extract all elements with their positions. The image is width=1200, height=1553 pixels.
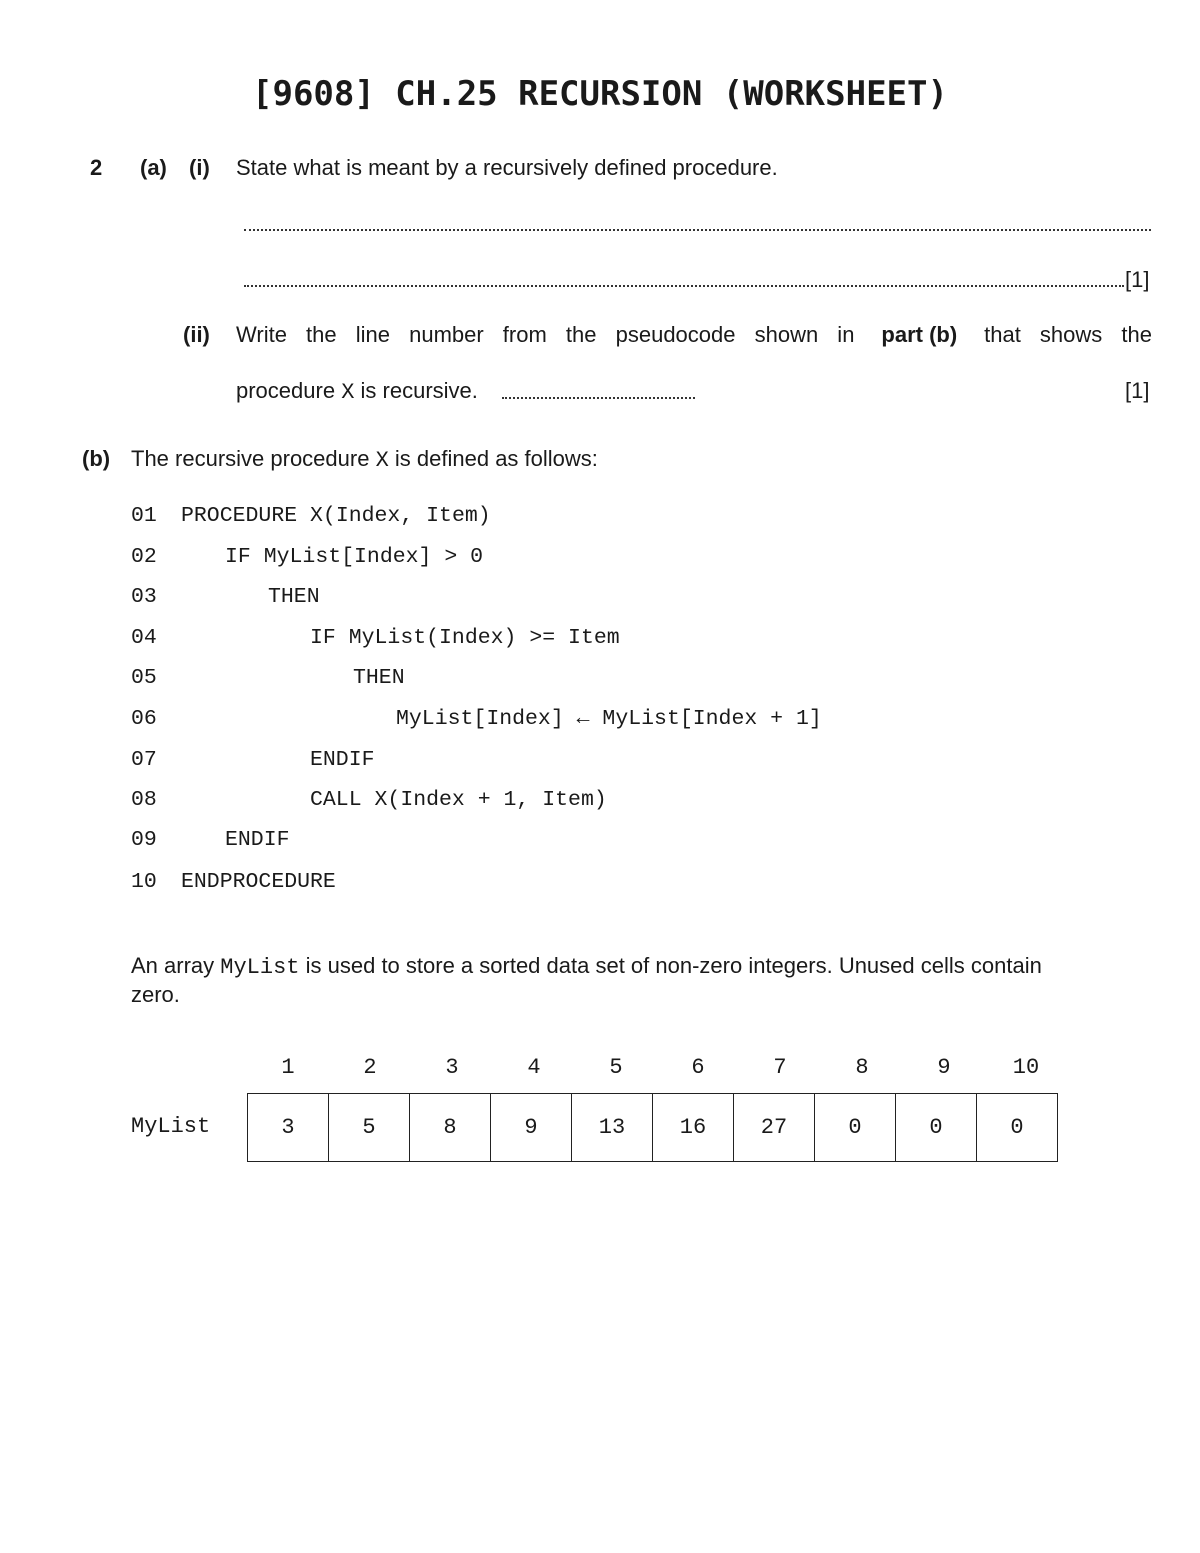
array-cell: 16: [653, 1094, 734, 1162]
code-line-num: 05: [131, 666, 157, 690]
part-a-ii-text-4: is recursive.: [360, 378, 478, 403]
array-index: 1: [281, 1055, 295, 1080]
part-a-i-text: State what is meant by a recursively defined procedure.: [236, 155, 778, 180]
code-line-text: ENDIF: [310, 748, 375, 772]
array-cell: 9: [491, 1094, 572, 1162]
code-line-num: 04: [131, 626, 157, 650]
part-b-intro-1: The recursive procedure: [131, 446, 370, 471]
code-line-text: CALL X(Index + 1, Item): [310, 788, 607, 812]
answer-line-3[interactable]: [502, 397, 695, 399]
answer-line-1[interactable]: [244, 229, 1151, 231]
part-a-label: (a): [140, 155, 167, 180]
array-index: 5: [609, 1055, 623, 1080]
array-index: 3: [445, 1055, 459, 1080]
code-line-text: THEN: [268, 585, 320, 609]
question-number: 2: [90, 155, 103, 180]
part-b-intro-2: is defined as follows:: [394, 446, 598, 471]
code-line-num: 06: [131, 707, 157, 731]
array-description-line-1: [131, 953, 1042, 980]
array-cell: 13: [572, 1094, 653, 1162]
code-line-num: 02: [131, 545, 157, 569]
part-a-ii-line-2: [236, 378, 478, 405]
part-a-ii-mark: [1]: [1125, 378, 1150, 403]
array-index: 9: [937, 1055, 951, 1080]
array-code-name: MyList: [220, 955, 300, 980]
array-cell: 0: [815, 1094, 896, 1162]
part-a-i-mark: [1]: [1125, 267, 1150, 292]
part-b-intro: [131, 446, 598, 473]
array-name-label: MyList: [131, 1114, 211, 1139]
code-line-num: 08: [131, 788, 157, 812]
code-line-text: MyList[Index] ← MyList[Index + 1]: [396, 707, 822, 731]
code-line-num: 07: [131, 748, 157, 772]
code-line-num: 09: [131, 828, 157, 852]
array-cell: 0: [896, 1094, 977, 1162]
code-line-text: PROCEDURE X(Index, Item): [181, 504, 491, 528]
code-line-text: IF MyList(Index) >= Item: [310, 626, 620, 650]
array-index: 10: [1012, 1055, 1040, 1080]
part-b-label: (b): [82, 446, 111, 471]
answer-line-2[interactable]: [244, 285, 1124, 287]
array-cell: 3: [248, 1094, 329, 1162]
code-line-num: 03: [131, 585, 157, 609]
array-cell: 27: [734, 1094, 815, 1162]
part-a-ii-code-x: X: [341, 380, 355, 405]
part-a-ii-text-2: that shows the: [984, 322, 1152, 347]
code-line-text: ENDIF: [225, 828, 290, 852]
code-line-num: 01: [131, 504, 157, 528]
part-a-ii-line-1: [236, 322, 1152, 348]
page-title: [9608] CH.25 RECURSION (WORKSHEET): [252, 74, 948, 114]
mylist-array-table: [247, 1093, 1058, 1162]
array-index: 4: [527, 1055, 541, 1080]
array-cell: 0: [977, 1094, 1058, 1162]
code-line-text: IF MyList[Index] > 0: [225, 545, 484, 569]
array-cell: 5: [329, 1094, 410, 1162]
array-index: 2: [363, 1055, 377, 1080]
part-b-intro-code: X: [375, 448, 389, 473]
array-index: 8: [855, 1055, 869, 1080]
code-line-text: THEN: [353, 666, 405, 690]
code-line-num: 10: [131, 870, 157, 894]
array-index: 6: [691, 1055, 705, 1080]
code-line-text: ENDPROCEDURE: [181, 870, 336, 894]
part-a-ii-label: (ii): [183, 322, 210, 347]
array-cell: 8: [410, 1094, 491, 1162]
array-text-2: is used to store a sorted data set of non-zero integers. Unused cells contain: [305, 953, 1042, 978]
array-description-line-2: zero.: [131, 982, 180, 1007]
array-index: 7: [773, 1055, 787, 1080]
part-a-ii-bold: part (b): [881, 322, 958, 347]
part-a-i-label: (i): [189, 155, 210, 180]
part-a-ii-text-1: Write the line number from the pseudocode shown in: [236, 322, 855, 347]
array-text-1: An array: [131, 953, 215, 978]
part-a-ii-text-3: procedure: [236, 378, 336, 403]
